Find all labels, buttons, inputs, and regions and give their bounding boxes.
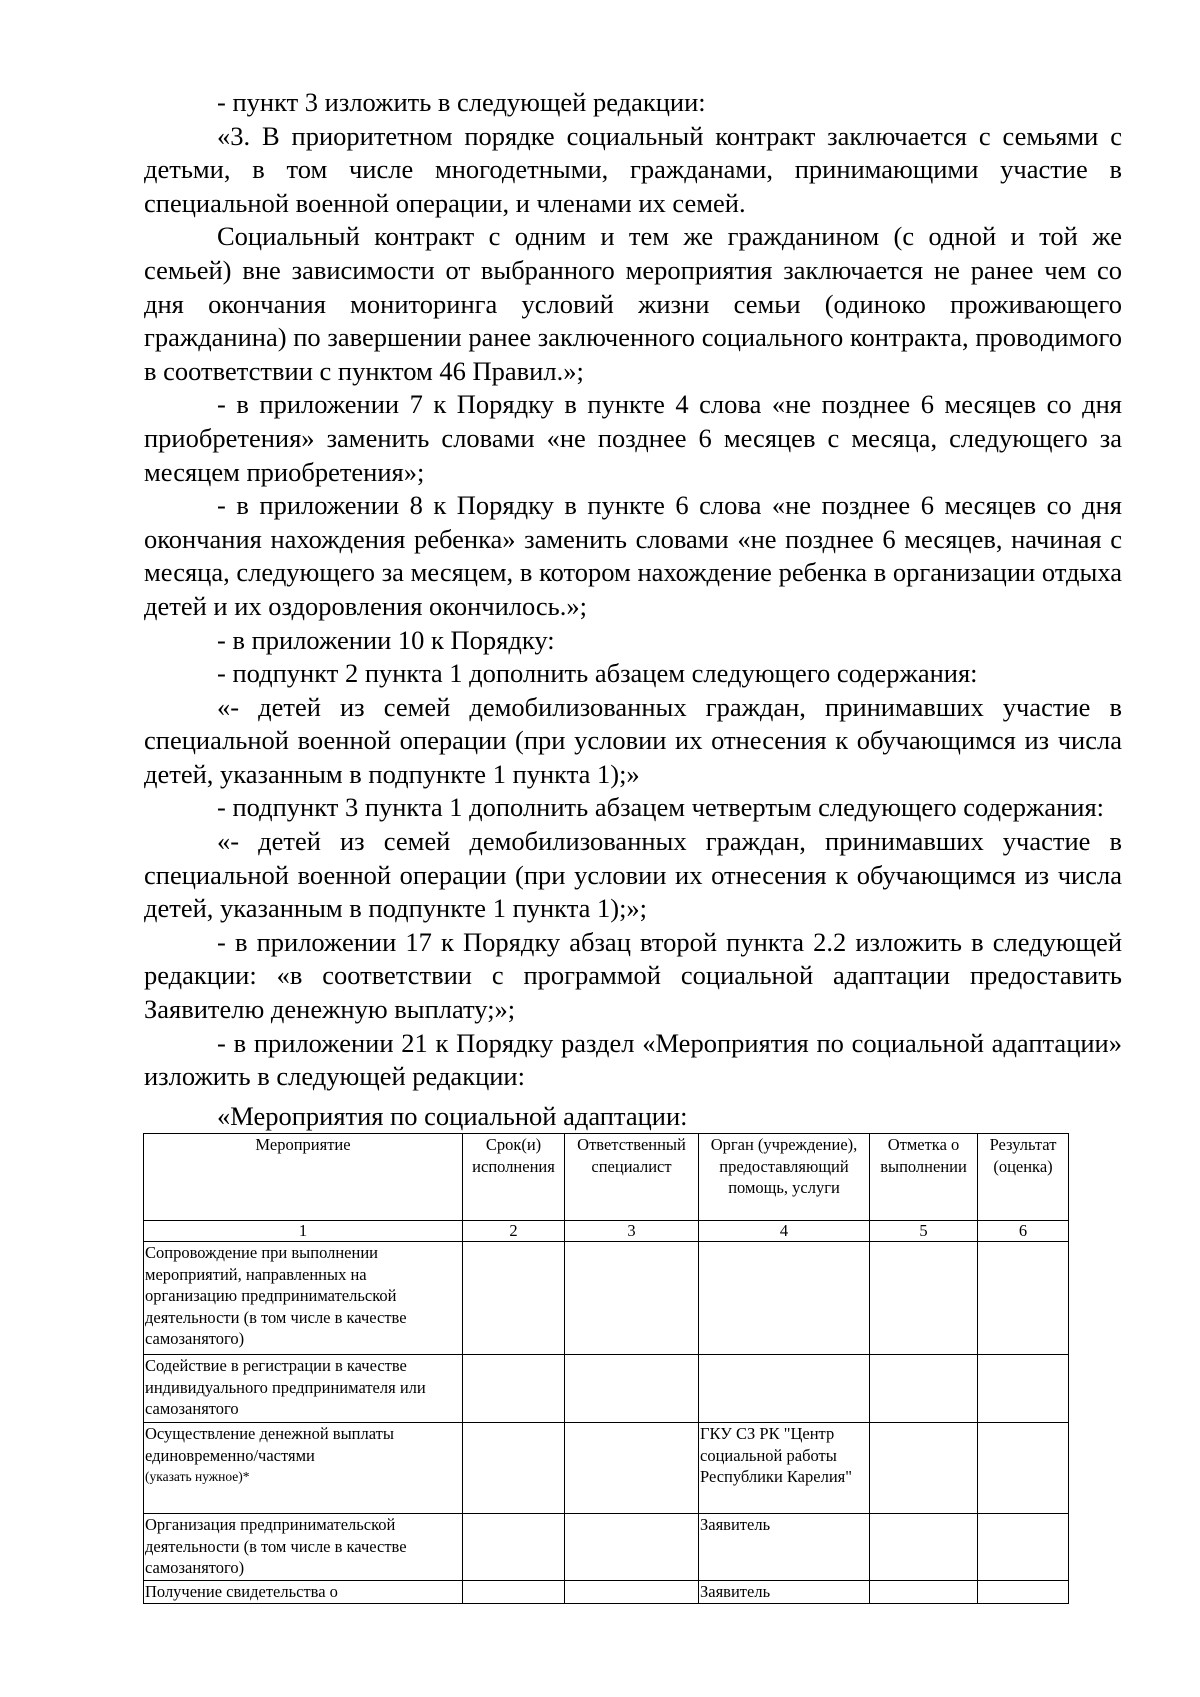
table-row xyxy=(144,1514,1069,1581)
column-number: 1 xyxy=(144,1221,463,1242)
paragraph: - в приложении 8 к Порядку в пункте 6 слова «не позднее 6 месяцев со дня окончания нахождения ребенка» заменить словами «не позднее 6 месяцев, начиная с месяца, следующего за месяцем, в котором нахождение ребенка в организации отдыха детей и их оздоровления окончилось.»; xyxy=(144,490,1122,621)
cell-activity: Содействие в регистрации в качестве индивидуального предпринимателя или самозанятого xyxy=(144,1355,463,1423)
column-number: 5 xyxy=(870,1221,978,1242)
header-deadline: Срок(и) исполнения xyxy=(463,1134,565,1221)
column-number: 4 xyxy=(699,1221,870,1242)
cell-activity: Организация предпринимательской деятельности (в том числе в качестве самозанятого) xyxy=(144,1514,463,1581)
cell-organ: Заявитель xyxy=(699,1581,870,1604)
column-number: 3 xyxy=(565,1221,699,1242)
cell-activity: Получение свидетельства о xyxy=(144,1581,463,1604)
cell-result xyxy=(978,1423,1069,1514)
table-row xyxy=(144,1242,1069,1355)
paragraph: - пункт 3 изложить в следующей редакции: xyxy=(217,87,706,117)
cell-result xyxy=(978,1581,1069,1604)
table-header-row xyxy=(144,1134,1069,1221)
cell-deadline xyxy=(463,1581,565,1604)
cell-result xyxy=(978,1514,1069,1581)
cell-specialist xyxy=(565,1242,699,1355)
cell-mark xyxy=(870,1581,978,1604)
cell-result xyxy=(978,1355,1069,1423)
cell-organ xyxy=(699,1242,870,1355)
paragraph: - в приложении 10 к Порядку: xyxy=(217,624,555,655)
cell-deadline xyxy=(463,1242,565,1355)
paragraph: - в приложении 7 к Порядку в пункте 4 слова «не позднее 6 месяцев со дня приобретения» заменить словами «не позднее 6 месяцев с месяца, следующего за месяцем приобретения»; xyxy=(144,389,1122,487)
paragraph: - подпункт 3 пункта 1 дополнить абзацем четвертым следующего содержания: xyxy=(217,792,1105,823)
cell-mark xyxy=(870,1242,978,1355)
cell-activity: Сопровождение при выполнении мероприятий, направленных на организацию предпринимательской деятельности (в том числе в качестве самозанятого) xyxy=(144,1242,463,1355)
paragraph: - в приложении 17 к Порядку абзац второй пункта 2.2 изложить в следующей редакции: «в соответствии с программой социальной адаптации предоставить Заявителю денежную выплату;»; xyxy=(144,926,1122,1025)
cell-specialist xyxy=(565,1581,699,1604)
table-row xyxy=(144,1355,1069,1423)
cell-specialist xyxy=(565,1423,699,1514)
activity-note: (указать нужное)* xyxy=(145,1469,250,1484)
paragraph: «- детей из семей демобилизованных граждан, принимавших участие в специальной военной операции (при условии их отнесения к обучающимся из числа детей, указанным в подпункте 1 пункта 1);»; xyxy=(144,826,1122,924)
paragraph: - подпункт 2 пункта 1 дополнить абзацем следующего содержания: xyxy=(217,658,978,689)
paragraph: - в приложении 21 к Порядку раздел «Мероприятия по социальной адаптации» изложить в следующей редакции: xyxy=(144,1027,1122,1092)
cell-mark xyxy=(870,1514,978,1581)
header-mark: Отметка о выполнении xyxy=(870,1134,978,1221)
paragraph: Социальный контракт с одним и тем же гражданином (с одной и той же семьей) вне зависимости от выбранного мероприятия заключается не ранее чем со дня окончания мониторинга условий жизни семьи (одиноко проживающего гражданина) по завершении ранее заключенного социального контракта, проводимого в соответствии с пунктом 46 Правил.»; xyxy=(144,221,1122,386)
cell-activity xyxy=(144,1423,463,1514)
table-row xyxy=(144,1581,1069,1604)
cell-organ: ГКУ СЗ РК "Центр социальной работы Республики Карелия" xyxy=(699,1423,870,1514)
cell-organ: Заявитель xyxy=(699,1514,870,1581)
cell-deadline xyxy=(463,1423,565,1514)
cell-deadline xyxy=(463,1514,565,1581)
social-adaptation-table xyxy=(143,1133,1069,1604)
column-number: 2 xyxy=(463,1221,565,1242)
table-row xyxy=(144,1423,1069,1514)
header-result: Результат (оценка) xyxy=(978,1134,1069,1221)
cell-deadline xyxy=(463,1355,565,1423)
activity-text: Осуществление денежной выплаты единовременно/частями xyxy=(145,1424,394,1465)
header-specialist: Ответственный специалист xyxy=(565,1134,699,1221)
cell-specialist xyxy=(565,1514,699,1581)
header-activity: Мероприятие xyxy=(144,1134,463,1221)
cell-organ xyxy=(699,1355,870,1423)
paragraph: «- детей из семей демобилизованных граждан, принимавших участие в специальной военной операции (при условии их отнесения к обучающимся из числа детей, указанным в подпункте 1 пункта 1);» xyxy=(144,691,1122,789)
cell-mark xyxy=(870,1355,978,1423)
table-title: «Мероприятия по социальной адаптации: xyxy=(217,1101,688,1131)
column-number-row xyxy=(144,1221,1069,1242)
paragraph: «3. В приоритетном порядке социальный контракт заключается с семьями с детьми, в том числе многодетными, гражданами, принимающими участие в специальной военной операции, и членами их семей. xyxy=(144,120,1122,218)
column-number: 6 xyxy=(978,1221,1069,1242)
cell-specialist xyxy=(565,1355,699,1423)
cell-mark xyxy=(870,1423,978,1514)
cell-result xyxy=(978,1242,1069,1355)
header-organ: Орган (учреждение), предоставляющий помощь, услуги xyxy=(699,1134,870,1221)
amendment-text xyxy=(144,86,1122,1094)
